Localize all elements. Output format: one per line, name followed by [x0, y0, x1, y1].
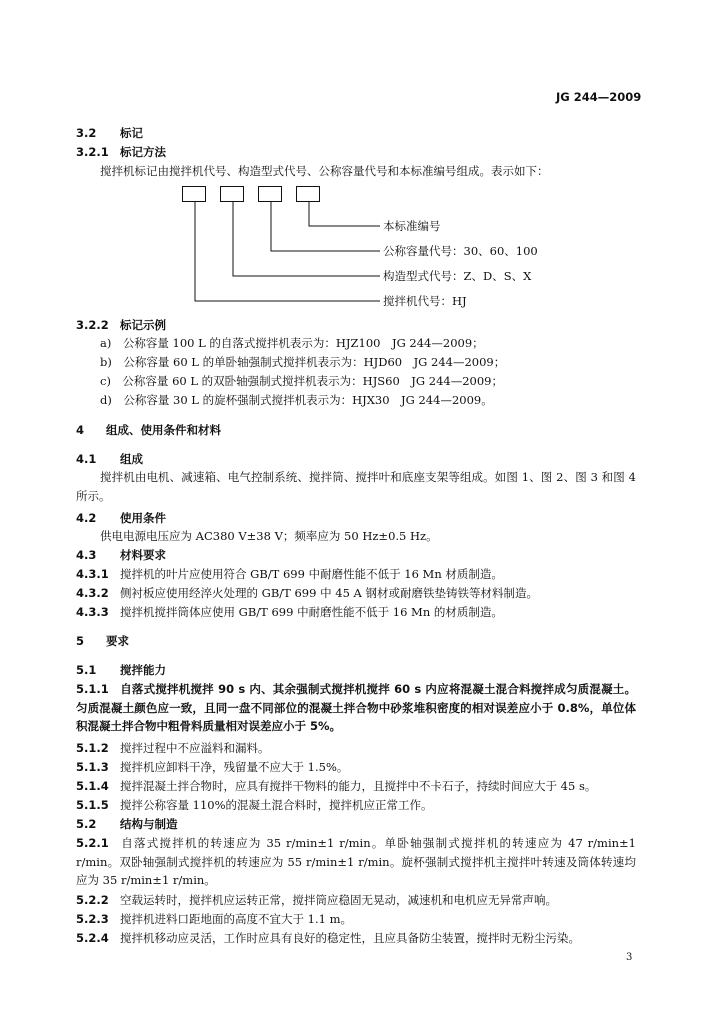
- clause-5-1-5: [76, 797, 433, 813]
- clause-number: 5.1.4: [76, 779, 109, 793]
- clause-text: 搅拌公称容量 110%的混凝土混合料时，搅拌机应正常工作。: [120, 798, 433, 812]
- example-a: a) 公称容量 100 L 的自落式搅拌机表示为：HJZ100 JG 244—2009；: [100, 336, 484, 350]
- clause-text: 自落式搅拌机搅拌 90 s 内、其余强制式搅拌机搅拌 60 s 内应将混凝土混合料搅拌成匀质混凝土。匀质混凝土颜色应一致，且同一盘不同部位的混凝土拌合物中砂浆堆积密度的相对误差应小于 0.8%，单位体积混凝土拌合物中粗骨料质量相对误差应小于 5%。: [76, 682, 636, 733]
- section-3-2-2-heading: [76, 317, 166, 333]
- marking-leader-lines: [0, 0, 712, 320]
- clause-5-1-4: [76, 778, 596, 794]
- section-number: 5.1: [76, 663, 97, 677]
- diagram-label-code: 搅拌机代号：HJ: [383, 294, 467, 308]
- section-4-3-heading: [76, 547, 166, 563]
- section-number: 3.2.2: [76, 318, 109, 332]
- clause-text: 搅拌机移动应灵活，工作时应具有良好的稳定性，且应具备防尘装置，搅拌时无粉尘污染。: [120, 931, 580, 945]
- section-title: 标记: [120, 126, 143, 140]
- clause-5-2-4: [76, 930, 580, 946]
- section-title: 标记示例: [120, 318, 166, 332]
- section-number: 3.2: [76, 126, 97, 140]
- section-4-1-heading: [76, 451, 143, 467]
- clause-number: 4.3.3: [76, 605, 109, 619]
- section-number: 4.2: [76, 511, 97, 525]
- clause-number: 5.2.4: [76, 931, 109, 945]
- example-d: d) 公称容量 30 L 的旋杯强制式搅拌机表示为：HJX30 JG 244—2009。: [100, 393, 493, 407]
- section-4-heading: [76, 422, 221, 438]
- clause-number: 5.1.1: [76, 682, 109, 696]
- clause-text: 空载运转时，搅拌机应运转正常，搅拌筒应稳固无晃动，减速机和电机应无异常声响。: [120, 893, 557, 907]
- clause-number: 5.2.3: [76, 912, 109, 926]
- clause-5-1-1: [76, 680, 636, 736]
- clause-text: 搅拌机的叶片应使用符合 GB/T 699 中耐磨性能不低于 16 Mn 材质制造。: [120, 567, 503, 581]
- clause-4-3-2: [76, 585, 538, 601]
- section-title: 要求: [106, 634, 129, 648]
- section-number: 5.2: [76, 817, 97, 831]
- section-4-2-heading: [76, 510, 166, 526]
- diagram-label-capacity: 公称容量代号：30、60、100: [383, 244, 538, 258]
- clause-number: 5.1.2: [76, 741, 109, 755]
- section-title: 组成: [120, 452, 143, 466]
- section-title: 搅拌能力: [120, 663, 166, 677]
- section-number: 3.2.1: [76, 145, 109, 159]
- section-5-2-heading: [76, 816, 178, 832]
- clause-5-1-3: [76, 759, 348, 775]
- section-title: 标记方法: [120, 145, 166, 159]
- clause-number: 4.3.1: [76, 567, 109, 581]
- clause-5-2-2: [76, 892, 557, 908]
- section-5-1-heading: [76, 662, 166, 678]
- section-number: 4: [76, 423, 85, 437]
- section-4-2-body: 供电电源电压应为 AC380 V±38 V；频率应为 50 Hz±0.5 Hz。: [100, 529, 438, 543]
- clause-number: 5.1.3: [76, 760, 109, 774]
- clause-text: 搅拌机搅拌筒体应使用 GB/T 699 中耐磨性能不低于 16 Mn 的材质制造。: [120, 605, 503, 619]
- section-title: 组成、使用条件和材料: [106, 423, 221, 437]
- section-title: 使用条件: [120, 511, 166, 525]
- clause-text: 自落式搅拌机的转速应为 35 r/min±1 r/min。单卧轴强制式搅拌机的转速应为 47 r/min±1 r/min。双卧轴强制式搅拌机的转速应为 55 r/min±1 r/min。旋杯强制式搅拌机主搅拌叶转速及筒体转速均应为 35 r/min±1 r/min。: [76, 836, 636, 887]
- section-number: 4.3: [76, 548, 97, 562]
- clause-text: 搅拌过程中不应溢料和漏料。: [120, 741, 270, 755]
- clause-number: 5.2.2: [76, 893, 109, 907]
- standard-id: JG 244—2009: [556, 90, 642, 104]
- clause-text: 侧衬板应使用经淬火处理的 GB/T 699 中 45 A 钢材或耐磨铁垫铸铁等材料制造。: [120, 586, 539, 600]
- section-4-1-body: 搅拌机由电机、减速箱、电气控制系统、搅拌筒、搅拌叶和底座支架等组成。如图 1、图 2、图 3 和图 4所示。: [76, 470, 636, 503]
- example-b: b) 公称容量 60 L 的单卧轴强制式搅拌机表示为：HJD60 JG 244—2009；: [100, 355, 506, 369]
- clause-text: 搅拌混凝土拌合物时，应具有搅拌干物料的能力，且搅拌中不卡石子，持续时间应大于 45 s。: [120, 779, 597, 793]
- section-number: 4.1: [76, 452, 97, 466]
- diagram-label-standard: 本标准编号: [383, 219, 441, 233]
- section-title: 材料要求: [120, 548, 166, 562]
- clause-number: 5.2.1: [76, 836, 109, 850]
- clause-5-1-2: [76, 740, 270, 756]
- marking-intro: 搅拌机标记由搅拌机代号、构造型式代号、公称容量代号和本标准编号组成。表示如下：: [100, 164, 549, 178]
- section-number: 5: [76, 634, 85, 648]
- clause-5-2-1: [76, 834, 636, 890]
- clause-4-3-1: [76, 566, 503, 582]
- clause-5-2-3: [76, 911, 352, 927]
- clause-4-3-3: [76, 604, 503, 620]
- section-5-heading: [76, 633, 129, 649]
- clause-number: 4.3.2: [76, 586, 109, 600]
- page-number: 3: [626, 952, 633, 963]
- clause-text: 搅拌机应卸料干净，残留量不应大于 1.5%。: [120, 760, 349, 774]
- section-title: 结构与制造: [120, 817, 178, 831]
- clause-text: 搅拌机进料口距地面的高度不宜大于 1.1 m。: [120, 912, 353, 926]
- clause-number: 5.1.5: [76, 798, 109, 812]
- example-c: c) 公称容量 60 L 的双卧轴强制式搅拌机表示为：HJS60 JG 244—2009；: [100, 374, 503, 388]
- diagram-label-type: 构造型式代号：Z、D、S、X: [383, 269, 532, 283]
